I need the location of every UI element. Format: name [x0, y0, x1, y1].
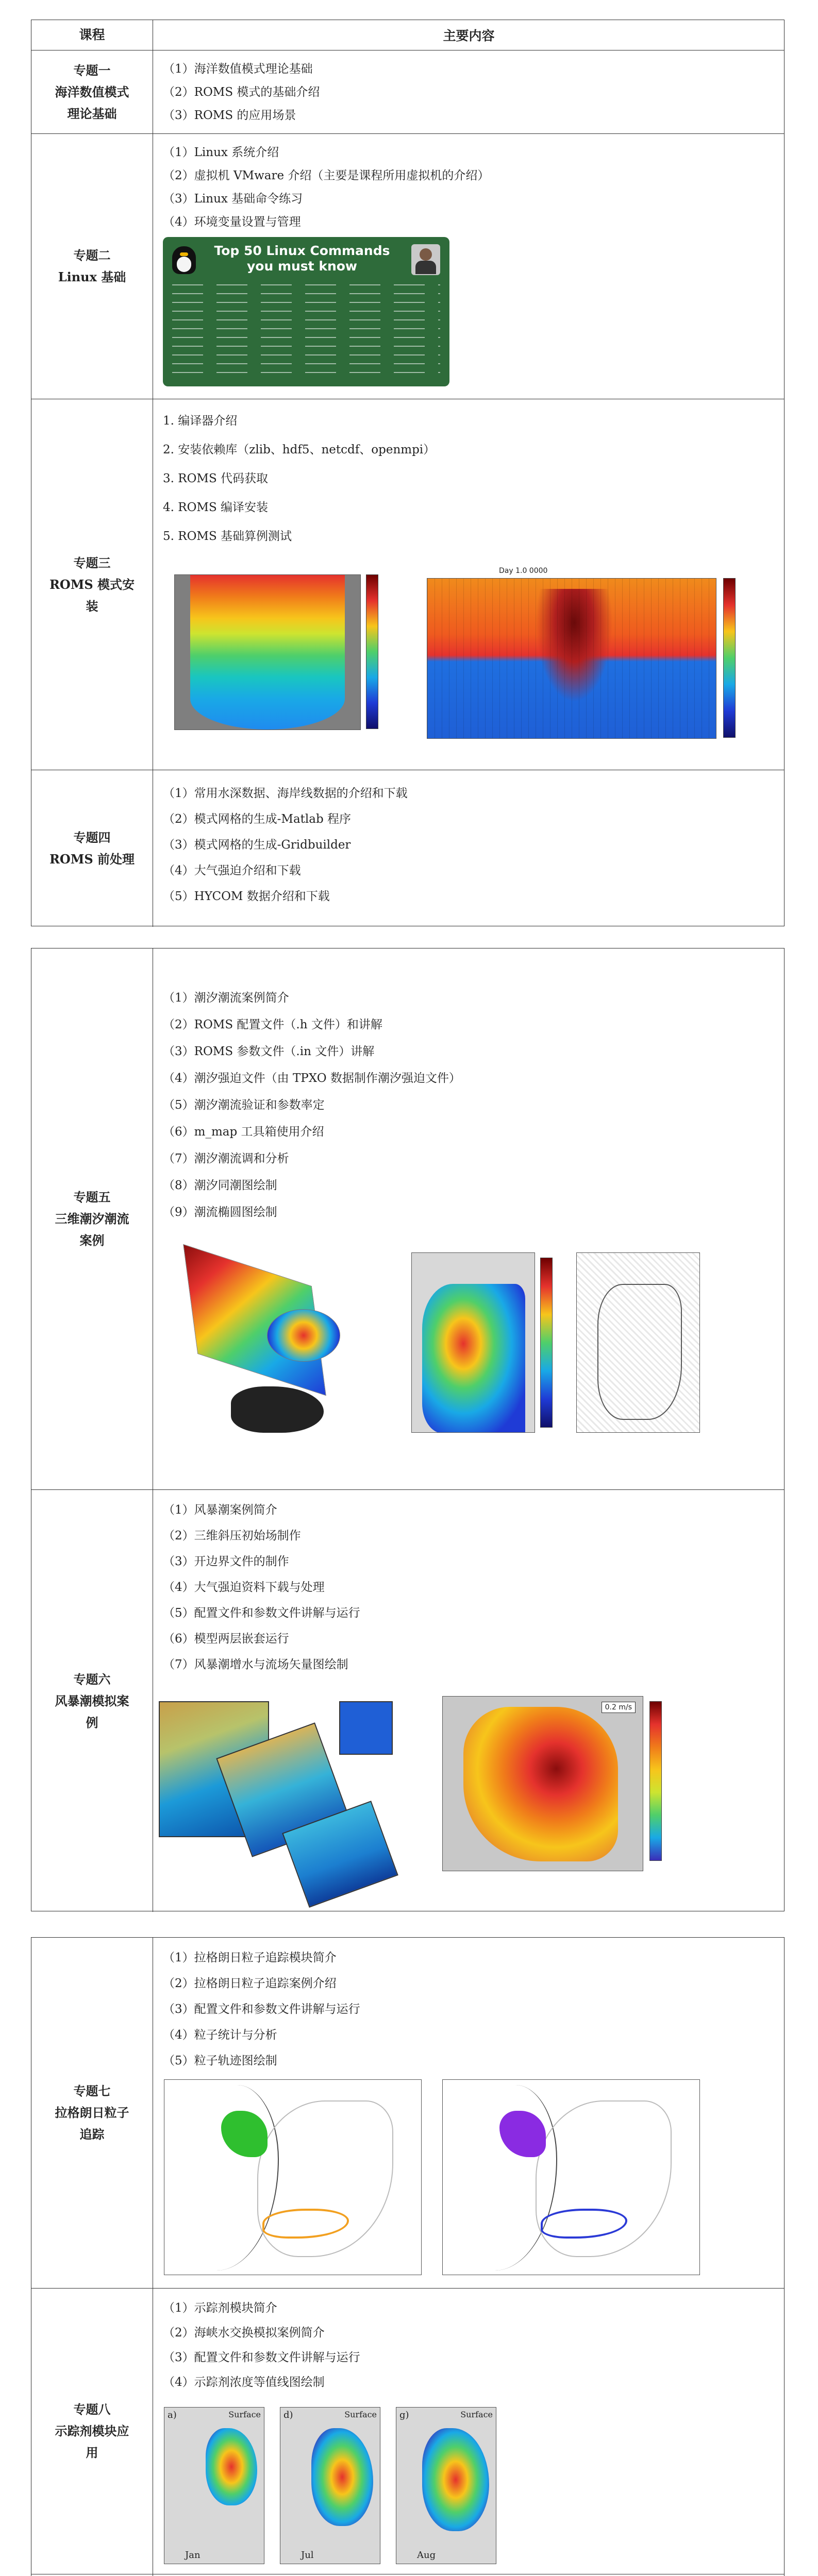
topic-items	[163, 1497, 775, 1677]
topic-title-text: 专题六 风暴潮模拟案 例	[55, 1671, 129, 1730]
list-item: （5）潮汐潮流验证和参数率定	[163, 1098, 325, 1112]
topic-title	[31, 399, 153, 770]
topic-row-2	[31, 133, 784, 399]
topic-content	[154, 1938, 784, 2288]
list-item: （2）三维斜压初始场制作	[163, 1529, 301, 1543]
topic-title	[31, 134, 153, 399]
course-table-3	[31, 1937, 784, 2576]
topic-row-7	[31, 1938, 784, 2288]
list-item: （1）风暴潮案例简介	[163, 1503, 277, 1517]
basin-water	[190, 575, 345, 730]
topic-content	[154, 948, 784, 1489]
command-grid	[172, 284, 440, 378]
topic-items	[163, 781, 775, 909]
tracer-plume	[311, 2428, 373, 2526]
list-item: （3）模式网格的生成-Gridbuilder	[163, 838, 351, 852]
tracer-panel	[164, 2407, 264, 2564]
list-item: （2）虚拟机 VMware 介绍（主要是课程所用虚拟机的介绍）	[163, 169, 490, 182]
list-item: （5）HYCOM 数据介绍和下载	[163, 890, 330, 903]
topic-title	[31, 50, 153, 133]
particle-trajectory-map-2	[442, 2079, 700, 2275]
list-item: （5）配置文件和参数文件讲解与运行	[163, 1606, 360, 1620]
topic-title-text: 专题七 拉格朗日粒子 追踪	[55, 2083, 129, 2142]
tidal-amplitude-map	[411, 1252, 535, 1433]
topic-title-text: 专题八 示踪剂模块应 用	[55, 2402, 129, 2460]
topic-items	[163, 985, 775, 1226]
topic-items	[163, 58, 775, 127]
panel-month: Jan	[185, 2550, 201, 2561]
topic-title	[31, 770, 153, 927]
list-item: （1）海洋数值模式理论基础	[163, 62, 313, 76]
list-item: （4）粒子统计与分析	[163, 2028, 277, 2042]
topic-items	[163, 141, 775, 234]
tracer-panel	[280, 2407, 380, 2564]
table-header-row	[31, 20, 784, 50]
list-item: （2）海峡水交换模拟案例简介	[163, 2326, 325, 2340]
list-item: 2. 安装依赖库（zlib、hdf5、netcdf、openmpi）	[163, 443, 436, 456]
list-item: （6）模型两层嵌套运行	[163, 1632, 289, 1646]
list-item: 1. 编译器介绍	[163, 414, 238, 428]
panel-tag: a)	[168, 2410, 177, 2420]
topic-content	[154, 1490, 784, 1912]
topic-row-8	[31, 2288, 784, 2574]
list-item: （2）模式网格的生成-Matlab 程序	[163, 812, 352, 826]
list-item: （1）示踪剂模块简介	[163, 2301, 277, 2315]
colorbar	[649, 1701, 662, 1861]
list-item: 5. ROMS 基础算例测试	[163, 530, 292, 543]
storm-surge-map	[442, 1696, 643, 1871]
topic-items	[163, 1945, 775, 2074]
topic-row-3	[31, 399, 784, 770]
basin-section-figure	[164, 569, 396, 757]
nested-domain-figure	[159, 1696, 406, 1902]
list-item: （3）Linux 基础命令练习	[163, 192, 303, 206]
list-item: （1）Linux 系统介绍	[163, 146, 279, 159]
topic-title-text: 专题一 海洋数值模式 理论基础	[55, 62, 129, 121]
list-item: （3）ROMS 参数文件（.in 文件）讲解	[163, 1045, 375, 1058]
course-table-2	[31, 948, 784, 1911]
panel-month: Aug	[417, 2550, 436, 2561]
list-item: 4. ROMS 编译安装	[163, 501, 269, 514]
list-item: （7）潮汐潮流调和分析	[163, 1152, 289, 1165]
list-item: （5）粒子轨迹图绘制	[163, 2054, 277, 2067]
topic-content	[154, 134, 784, 399]
topic-title-text: 专题五 三维潮汐潮流 案例	[55, 1190, 129, 1248]
list-item: （8）潮汐同潮图绘制	[163, 1179, 277, 1192]
cheatsheet-title: Top 50 Linux Commands you must know	[214, 243, 390, 274]
list-item: （3）配置文件和参数文件讲解与运行	[163, 2003, 360, 2016]
list-item: 3. ROMS 代码获取	[163, 472, 269, 485]
topic-title	[31, 1938, 153, 2288]
topic-items	[163, 2296, 775, 2395]
topic-content	[154, 399, 784, 770]
header-content: 主要内容	[443, 28, 495, 43]
topic-content	[154, 2289, 784, 2574]
topic-row-5	[31, 948, 784, 1489]
list-item: （2）ROMS 模式的基础介绍	[163, 86, 320, 99]
panel-surface-label: Surface	[228, 2410, 261, 2419]
section-velocity-figure	[406, 567, 767, 757]
tracer-panel	[396, 2407, 496, 2564]
topic-title	[31, 948, 153, 1489]
panel-surface-label: Surface	[460, 2410, 493, 2419]
colorbar	[540, 1258, 553, 1428]
list-item: （4）大气强迫资料下载与处理	[163, 1581, 325, 1594]
panel-tag: g)	[399, 2410, 409, 2420]
grid-mesh	[231, 1386, 324, 1433]
topic-row-4	[31, 770, 784, 927]
topic-content	[154, 50, 784, 133]
panel-tag: d)	[283, 2410, 293, 2420]
topic-title	[31, 1490, 153, 1912]
topic-items	[163, 406, 775, 551]
list-item: （3）ROMS 的应用场景	[163, 109, 296, 122]
list-item: （9）潮流椭圆图绘制	[163, 1206, 277, 1219]
avatar	[411, 244, 440, 275]
sea-area	[422, 1284, 525, 1433]
list-item: （2）ROMS 配置文件（.h 文件）和讲解	[163, 1018, 382, 1031]
surge-field	[463, 1707, 618, 1861]
topic-title-text: 专题三 ROMS 模式安 装	[49, 555, 135, 614]
topic-row-9	[31, 2574, 784, 2576]
list-item: （4）环境变量设置与管理	[163, 215, 301, 229]
topic-row-6	[31, 1489, 784, 1912]
list-item: （1）潮汐潮流案例简介	[163, 991, 289, 1005]
list-item: （7）风暴潮增水与流场矢量图绘制	[163, 1658, 348, 1671]
basin-plot	[174, 574, 361, 730]
tidal-current-map	[576, 1252, 700, 1433]
velocity-vectors	[427, 579, 716, 738]
list-item: （4）示踪剂浓度等值线图绘制	[163, 2376, 325, 2389]
coast-outline	[597, 1284, 682, 1420]
colorbar	[366, 574, 378, 729]
header-course: 课程	[31, 20, 153, 50]
scale-arrow-box	[602, 1702, 636, 1713]
plot-label: Day 1.0 0000	[499, 567, 548, 575]
tracer-plume	[206, 2428, 257, 2505]
list-item: （4）大气强迫介绍和下载	[163, 864, 301, 877]
scale-label: 0.2 m/s	[605, 1703, 632, 1711]
course-table-1	[31, 20, 784, 926]
panel-surface-label: Surface	[344, 2410, 377, 2419]
bathymetry-3d-figure	[174, 1247, 391, 1464]
list-item: （4）潮汐强迫文件（由 TPXO 数据制作潮汐强迫文件）	[163, 1072, 461, 1085]
bathymetry-inset	[267, 1309, 340, 1362]
linux-commands-card	[163, 237, 449, 386]
topic-title-text: 专题二 Linux 基础	[58, 248, 126, 284]
list-item: （1）常用水深数据、海岸线数据的介绍和下载	[163, 787, 408, 800]
list-item: （1）拉格朗日粒子追踪模块简介	[163, 1951, 337, 1964]
topic-row-1	[31, 50, 784, 133]
inset-map	[339, 1701, 393, 1755]
particle-trajectory-map-1	[164, 2079, 422, 2275]
topic-title-text: 专题四 ROMS 前处理	[49, 830, 135, 867]
topic-content	[154, 770, 784, 927]
tracer-plume	[422, 2428, 489, 2531]
list-item: （2）拉格朗日粒子追踪案例介绍	[163, 1977, 337, 1990]
list-item: （6）m_map 工具箱使用介绍	[163, 1125, 324, 1139]
topic-title	[31, 2289, 153, 2574]
panel-month: Jul	[301, 2550, 314, 2561]
section-plot	[427, 578, 716, 739]
linux-tux-icon	[172, 246, 196, 274]
list-item: （3）配置文件和参数文件讲解与运行	[163, 2351, 360, 2364]
colorbar	[723, 578, 736, 738]
list-item: （3）开边界文件的制作	[163, 1555, 289, 1568]
